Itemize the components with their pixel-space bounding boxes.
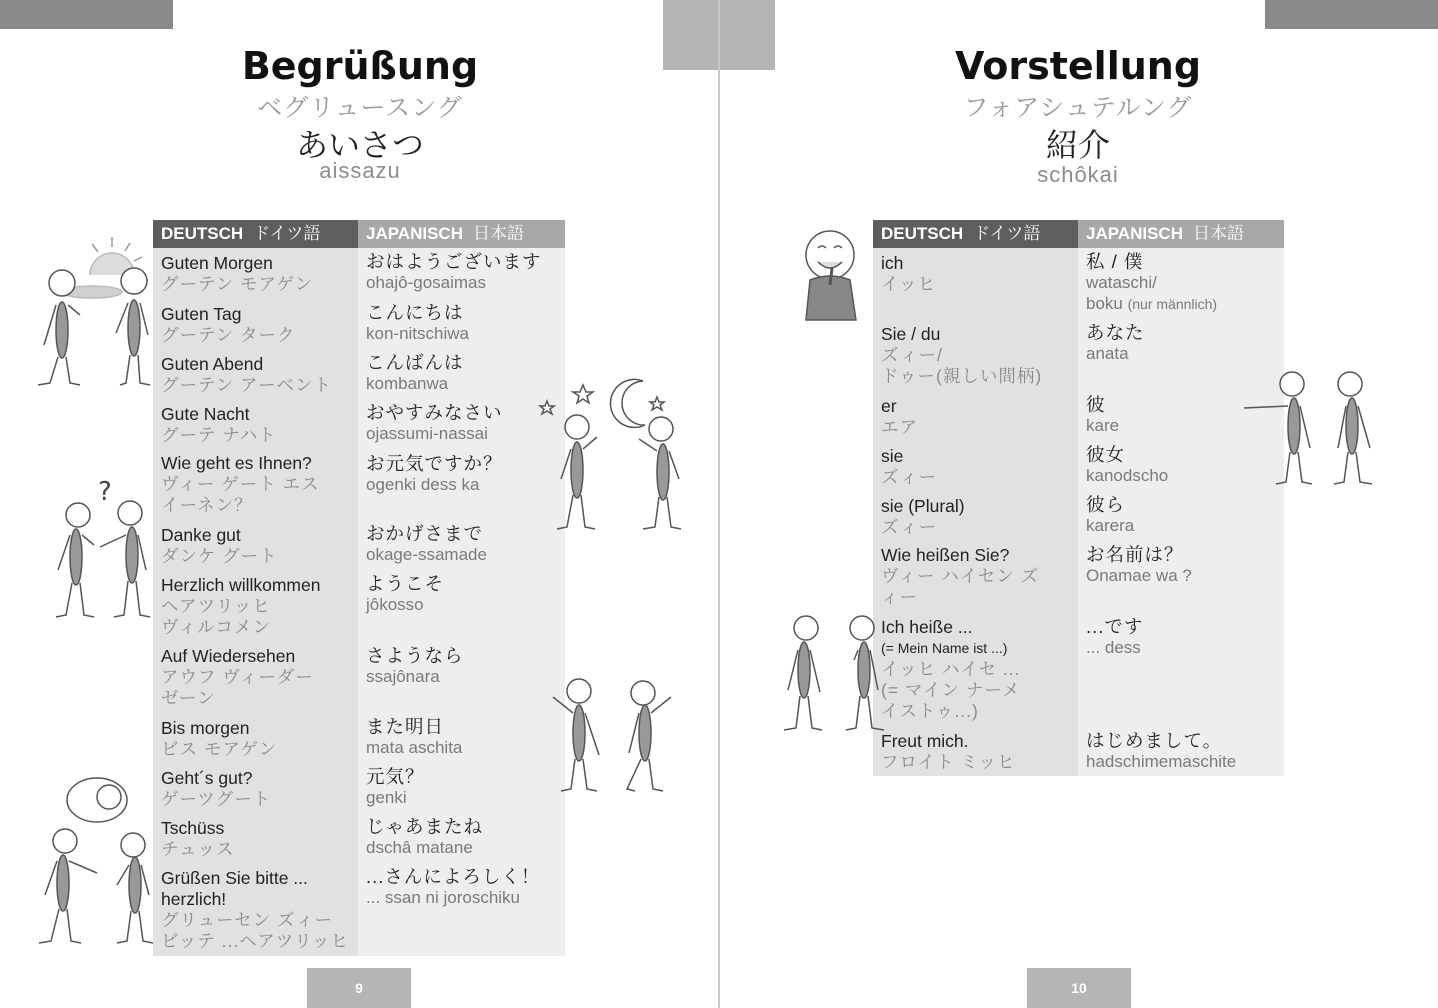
german-katakana: イーネン？ bbox=[161, 495, 253, 515]
header-japanese bbox=[1078, 220, 1284, 248]
japanese-romaji: kare bbox=[1086, 416, 1120, 435]
german-katakana: ズィー bbox=[881, 467, 938, 487]
german-katakana: ズィー/ bbox=[881, 345, 943, 365]
german-katakana: ィー bbox=[881, 587, 918, 607]
top-left-bar bbox=[0, 0, 173, 29]
japanese-phrase: さようなら bbox=[366, 645, 464, 666]
table-row bbox=[366, 645, 464, 687]
japanese-romaji: genki bbox=[366, 788, 407, 807]
german-katakana: ダンケ グート bbox=[161, 546, 278, 566]
japanese-romaji: anata bbox=[1086, 344, 1129, 363]
german-phrase: sie bbox=[881, 446, 904, 466]
table-row bbox=[1086, 251, 1217, 315]
table-row bbox=[881, 324, 1042, 387]
german-katakana: イッヒ bbox=[881, 274, 937, 294]
japanese-romaji: kanodscho bbox=[1086, 466, 1169, 485]
table-row bbox=[161, 253, 313, 295]
table-row bbox=[161, 404, 276, 446]
japanese-phrase: おやすみなさい bbox=[366, 402, 503, 423]
top-center-tab-right bbox=[720, 0, 775, 70]
german-phrase: Grüßen Sie bitte ... bbox=[161, 868, 308, 888]
japanese-romaji: kon-nitschiwa bbox=[366, 324, 469, 343]
japanese-phrase: 元気？ bbox=[366, 766, 425, 787]
japanese-phrase: また明日 bbox=[366, 716, 445, 737]
header-german-jp: ドイツ語 bbox=[253, 224, 321, 243]
header-japanese bbox=[358, 220, 565, 248]
header-german bbox=[153, 220, 358, 248]
table-row bbox=[881, 731, 1016, 773]
japanese-phrase: 彼 bbox=[1086, 394, 1106, 415]
german-katakana: アウフ ヴィーダー bbox=[161, 667, 314, 687]
title-katakana: ベグリュースング bbox=[257, 93, 463, 122]
table-row bbox=[1086, 544, 1192, 586]
japanese-phrase: こんにちは bbox=[366, 302, 464, 323]
table-row bbox=[366, 352, 464, 394]
table-row bbox=[366, 816, 483, 858]
table-row bbox=[1086, 616, 1143, 658]
table-row bbox=[1086, 394, 1119, 436]
header-german-label: DEUTSCH bbox=[161, 224, 244, 243]
japanese-phrase: じゃあまたね bbox=[366, 816, 484, 837]
german-katakana: ズィー bbox=[881, 517, 938, 537]
german-note: (= Mein Name ist ...) bbox=[881, 640, 1008, 656]
table-row bbox=[881, 446, 937, 488]
header-german-jp: ドイツ語 bbox=[973, 224, 1041, 243]
table-row bbox=[161, 304, 296, 346]
german-phrase: Wie heißen Sie? bbox=[881, 545, 1010, 565]
japanese-phrase: あなた bbox=[1086, 322, 1145, 343]
german-katakana: ヘアツリッヒ bbox=[161, 596, 271, 616]
table-row bbox=[881, 617, 1021, 722]
header-german bbox=[873, 220, 1078, 248]
table-row bbox=[161, 768, 271, 810]
german-katakana: ヴィー ハイセン ズ bbox=[881, 566, 1040, 586]
table-row bbox=[161, 718, 277, 760]
german-phrase: Herzlich willkommen bbox=[161, 575, 321, 595]
header-japanese-label: JAPANISCH bbox=[1086, 224, 1183, 243]
german-katakana: イストゥ...) bbox=[881, 701, 979, 721]
table-row bbox=[366, 302, 469, 344]
page-title: Vorstellung bbox=[954, 44, 1202, 88]
table-row bbox=[366, 866, 540, 908]
german-phrase: Guten Morgen bbox=[161, 253, 273, 273]
german-phrase: Bis morgen bbox=[161, 718, 250, 738]
table-row bbox=[161, 354, 332, 396]
title-katakana: フォアシュテルング bbox=[963, 93, 1193, 122]
table-row bbox=[161, 646, 314, 709]
german-phrase: Auf Wiedersehen bbox=[161, 646, 296, 666]
german-phrase: Tschüss bbox=[161, 818, 225, 838]
japanese-romaji: ... dess bbox=[1086, 638, 1141, 657]
german-katakana: グーテン アーベント bbox=[161, 375, 332, 395]
table-row bbox=[881, 496, 965, 538]
german-phrase: Freut mich. bbox=[881, 731, 969, 751]
table-row bbox=[1086, 444, 1168, 486]
german-katakana: グーテン モアゲン bbox=[161, 274, 314, 294]
table-row bbox=[161, 453, 320, 516]
svg-text:?: ? bbox=[98, 477, 112, 507]
table-row bbox=[881, 253, 936, 295]
title-japanese: 紹介 bbox=[1045, 126, 1110, 164]
book-spine bbox=[718, 0, 720, 1008]
japanese-romaji: jôkosso bbox=[366, 595, 424, 614]
japanese-romaji: ojassumi-nassai bbox=[366, 424, 488, 443]
table-row bbox=[161, 818, 234, 860]
german-katakana: グーテン ターク bbox=[161, 325, 296, 345]
german-katakana: ヴィルコメン bbox=[161, 617, 271, 637]
stick-figures-night-icon bbox=[535, 375, 690, 535]
german-phrase: er bbox=[881, 396, 897, 416]
header-german-label: DEUTSCH bbox=[881, 224, 964, 243]
japanese-phrase: おはようございます bbox=[366, 251, 542, 272]
japanese-romaji: ... ssan ni joroschiku bbox=[366, 888, 521, 907]
table-row bbox=[366, 573, 444, 615]
japanese-romaji: kombanwa bbox=[366, 374, 449, 393]
german-katakana: グリューセン ズィー bbox=[161, 910, 334, 930]
german-phrase: Sie / du bbox=[881, 324, 941, 344]
title-romaji: aissazu bbox=[319, 158, 401, 183]
japanese-phrase: 彼女 bbox=[1086, 444, 1126, 465]
page-title: Begrüßung bbox=[241, 44, 479, 88]
german-phrase: herzlich! bbox=[161, 889, 227, 909]
page-number: 10 bbox=[1027, 968, 1131, 1008]
german-katakana: ヴィー ゲート エス bbox=[161, 474, 320, 494]
german-katakana: ゼーン bbox=[161, 688, 216, 708]
smiling-person-icon bbox=[800, 230, 865, 325]
japanese-phrase: ようこそ bbox=[366, 573, 445, 594]
stick-figures-morning-icon bbox=[30, 235, 155, 395]
german-katakana: グーテ ナハト bbox=[161, 425, 277, 445]
stick-figures-waving-icon bbox=[545, 675, 680, 800]
german-phrase: Ich heiße ... bbox=[881, 617, 973, 637]
japanese-romaji: dschâ matane bbox=[366, 838, 473, 857]
japanese-phrase: はじめまして。 bbox=[1086, 730, 1223, 751]
table-row bbox=[1086, 322, 1145, 364]
stick-figures-thinking-icon bbox=[35, 775, 160, 950]
page-number: 9 bbox=[307, 968, 411, 1008]
table-row bbox=[366, 453, 503, 495]
table-row bbox=[366, 523, 487, 565]
german-katakana: エア bbox=[881, 417, 918, 437]
japanese-phrase: お元気ですか？ bbox=[366, 453, 503, 474]
table-row bbox=[366, 402, 503, 444]
japanese-romaji: ohajô-gosaimas bbox=[366, 273, 487, 292]
stick-figures-introduction-icon bbox=[778, 610, 893, 735]
japanese-romaji: boku bbox=[1086, 294, 1123, 313]
table-row bbox=[881, 396, 918, 438]
german-phrase: Danke gut bbox=[161, 525, 241, 545]
japanese-phrase: ...です bbox=[1086, 616, 1144, 637]
header-japanese-jp: 日本語 bbox=[472, 224, 524, 243]
german-katakana: ゲーツグート bbox=[161, 789, 272, 809]
japanese-romaji: karera bbox=[1086, 516, 1135, 535]
japanese-romaji: mata aschita bbox=[366, 738, 463, 757]
german-phrase: ich bbox=[881, 253, 904, 273]
table-row bbox=[161, 868, 349, 952]
german-phrase: Wie geht es Ihnen? bbox=[161, 453, 312, 473]
header-japanese-label: JAPANISCH bbox=[366, 224, 463, 243]
japanese-phrase: こんばんは bbox=[366, 352, 464, 373]
german-katakana: ビッテ ...ヘアツリッヒ bbox=[161, 931, 350, 951]
japanese-phrase: 彼ら bbox=[1086, 494, 1126, 515]
japanese-romaji: ogenki dess ka bbox=[366, 475, 480, 494]
german-phrase: Geht´s gut? bbox=[161, 768, 253, 788]
header-japanese-jp: 日本語 bbox=[1192, 224, 1244, 243]
japanese-phrase: お名前は？ bbox=[1086, 544, 1184, 565]
german-phrase: Guten Abend bbox=[161, 354, 264, 374]
german-phrase: Gute Nacht bbox=[161, 404, 250, 424]
japanese-phrase: 私 / 僕 bbox=[1086, 251, 1144, 272]
german-katakana: フロイト ミッヒ bbox=[881, 752, 1016, 772]
german-katakana: ビス モアゲン bbox=[161, 739, 277, 759]
german-katakana: イッヒ ハイセ ... bbox=[881, 659, 1021, 679]
german-katakana: (= マイン ナーメ bbox=[881, 680, 1021, 700]
table-row bbox=[366, 251, 542, 293]
japanese-romaji: Onamae wa ? bbox=[1086, 566, 1192, 585]
title-japanese: あいさつ bbox=[295, 126, 424, 164]
table-row bbox=[161, 525, 278, 567]
japanese-romaji: wataschi/ bbox=[1086, 273, 1157, 292]
german-phrase: Guten Tag bbox=[161, 304, 242, 324]
japanese-romaji: okage-ssamade bbox=[366, 545, 487, 564]
table-row bbox=[366, 766, 425, 808]
usage-note: (nur männlich) bbox=[1127, 296, 1218, 312]
german-katakana: ドゥー(親しい間柄) bbox=[881, 366, 1043, 386]
stick-figures-pointing-icon bbox=[1240, 368, 1380, 493]
top-right-bar bbox=[1265, 0, 1438, 29]
german-katakana: チュッス bbox=[161, 839, 235, 859]
japanese-phrase: おかげさまで bbox=[366, 523, 484, 544]
table-row bbox=[1086, 494, 1134, 536]
japanese-phrase: ...さんによろしく！ bbox=[366, 866, 541, 887]
stick-figures-question-icon bbox=[50, 475, 160, 625]
title-romaji: schôkai bbox=[1037, 162, 1119, 187]
table-row bbox=[366, 716, 462, 758]
japanese-romaji: ssajônara bbox=[366, 667, 440, 686]
table-row bbox=[1086, 730, 1236, 772]
japanese-romaji: hadschimemaschite bbox=[1086, 752, 1237, 771]
table-row bbox=[161, 575, 320, 638]
german-phrase: sie (Plural) bbox=[881, 496, 965, 516]
top-center-tab-left bbox=[663, 0, 718, 70]
table-row bbox=[881, 545, 1039, 608]
